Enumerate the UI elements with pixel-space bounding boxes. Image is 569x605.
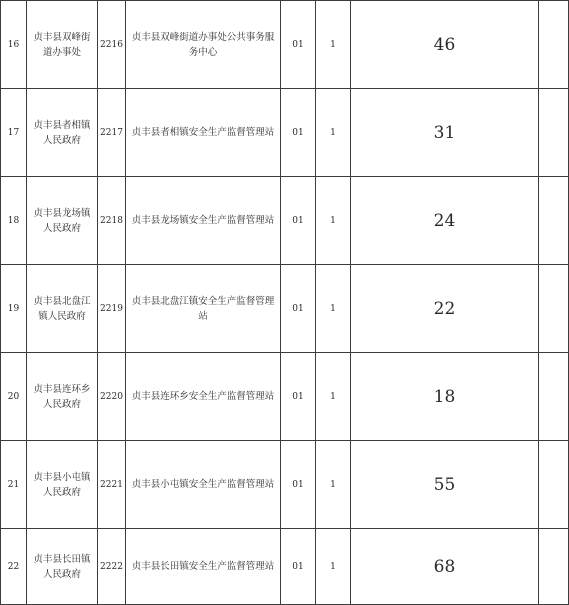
cell-unit: 贞丰县小屯镇人民政府 — [27, 441, 98, 529]
table-row — [1, 441, 569, 529]
cell-count: 31 — [351, 89, 539, 177]
cell-position: 贞丰县龙场镇安全生产监督管理站 — [126, 177, 281, 265]
table-row — [1, 265, 569, 353]
cell-unit: 贞丰县者相镇人民政府 — [27, 89, 98, 177]
cell-position: 贞丰县北盘江镇安全生产监督管理站 — [126, 265, 281, 353]
table-row — [1, 529, 569, 605]
cell-unit: 贞丰县长田镇人民政府 — [27, 529, 98, 605]
cell-empty — [539, 353, 569, 441]
cell-unit: 贞丰县龙场镇人民政府 — [27, 177, 98, 265]
cell-seq: 19 — [1, 265, 27, 353]
cell-num: 1 — [316, 529, 351, 605]
cell-type: 01 — [281, 529, 316, 605]
table-row — [1, 1, 569, 89]
cell-count: 46 — [351, 1, 539, 89]
cell-code: 2221 — [98, 441, 126, 529]
cell-seq: 18 — [1, 177, 27, 265]
cell-num: 1 — [316, 353, 351, 441]
cell-seq: 16 — [1, 1, 27, 89]
table-row — [1, 353, 569, 441]
cell-empty — [539, 441, 569, 529]
cell-code: 2216 — [98, 1, 126, 89]
cell-position: 贞丰县双峰街道办事处公共事务服务中心 — [126, 1, 281, 89]
cell-seq: 21 — [1, 441, 27, 529]
cell-position: 贞丰县长田镇安全生产监督管理站 — [126, 529, 281, 605]
cell-num: 1 — [316, 265, 351, 353]
cell-position: 贞丰县小屯镇安全生产监督管理站 — [126, 441, 281, 529]
cell-code: 2218 — [98, 177, 126, 265]
table-row — [1, 177, 569, 265]
cell-type: 01 — [281, 177, 316, 265]
cell-code: 2220 — [98, 353, 126, 441]
cell-seq: 17 — [1, 89, 27, 177]
cell-num: 1 — [316, 1, 351, 89]
cell-empty — [539, 177, 569, 265]
cell-type: 01 — [281, 89, 316, 177]
cell-position: 贞丰县者相镇安全生产监督管理站 — [126, 89, 281, 177]
cell-unit: 贞丰县北盘江镇人民政府 — [27, 265, 98, 353]
cell-code: 2222 — [98, 529, 126, 605]
cell-code: 2219 — [98, 265, 126, 353]
cell-type: 01 — [281, 441, 316, 529]
cell-count: 18 — [351, 353, 539, 441]
cell-code: 2217 — [98, 89, 126, 177]
table-row — [1, 89, 569, 177]
cell-type: 01 — [281, 1, 316, 89]
cell-empty — [539, 1, 569, 89]
cell-seq: 22 — [1, 529, 27, 605]
cell-unit: 贞丰县连环乡人民政府 — [27, 353, 98, 441]
cell-unit: 贞丰县双峰街道办事处 — [27, 1, 98, 89]
cell-num: 1 — [316, 177, 351, 265]
cell-empty — [539, 529, 569, 605]
cell-count: 24 — [351, 177, 539, 265]
cell-type: 01 — [281, 353, 316, 441]
cell-type: 01 — [281, 265, 316, 353]
cell-count: 22 — [351, 265, 539, 353]
cell-num: 1 — [316, 441, 351, 529]
cell-count: 68 — [351, 529, 539, 605]
cell-empty — [539, 89, 569, 177]
cell-position: 贞丰县连环乡安全生产监督管理站 — [126, 353, 281, 441]
cell-seq: 20 — [1, 353, 27, 441]
cell-empty — [539, 265, 569, 353]
cell-num: 1 — [316, 89, 351, 177]
cell-count: 55 — [351, 441, 539, 529]
